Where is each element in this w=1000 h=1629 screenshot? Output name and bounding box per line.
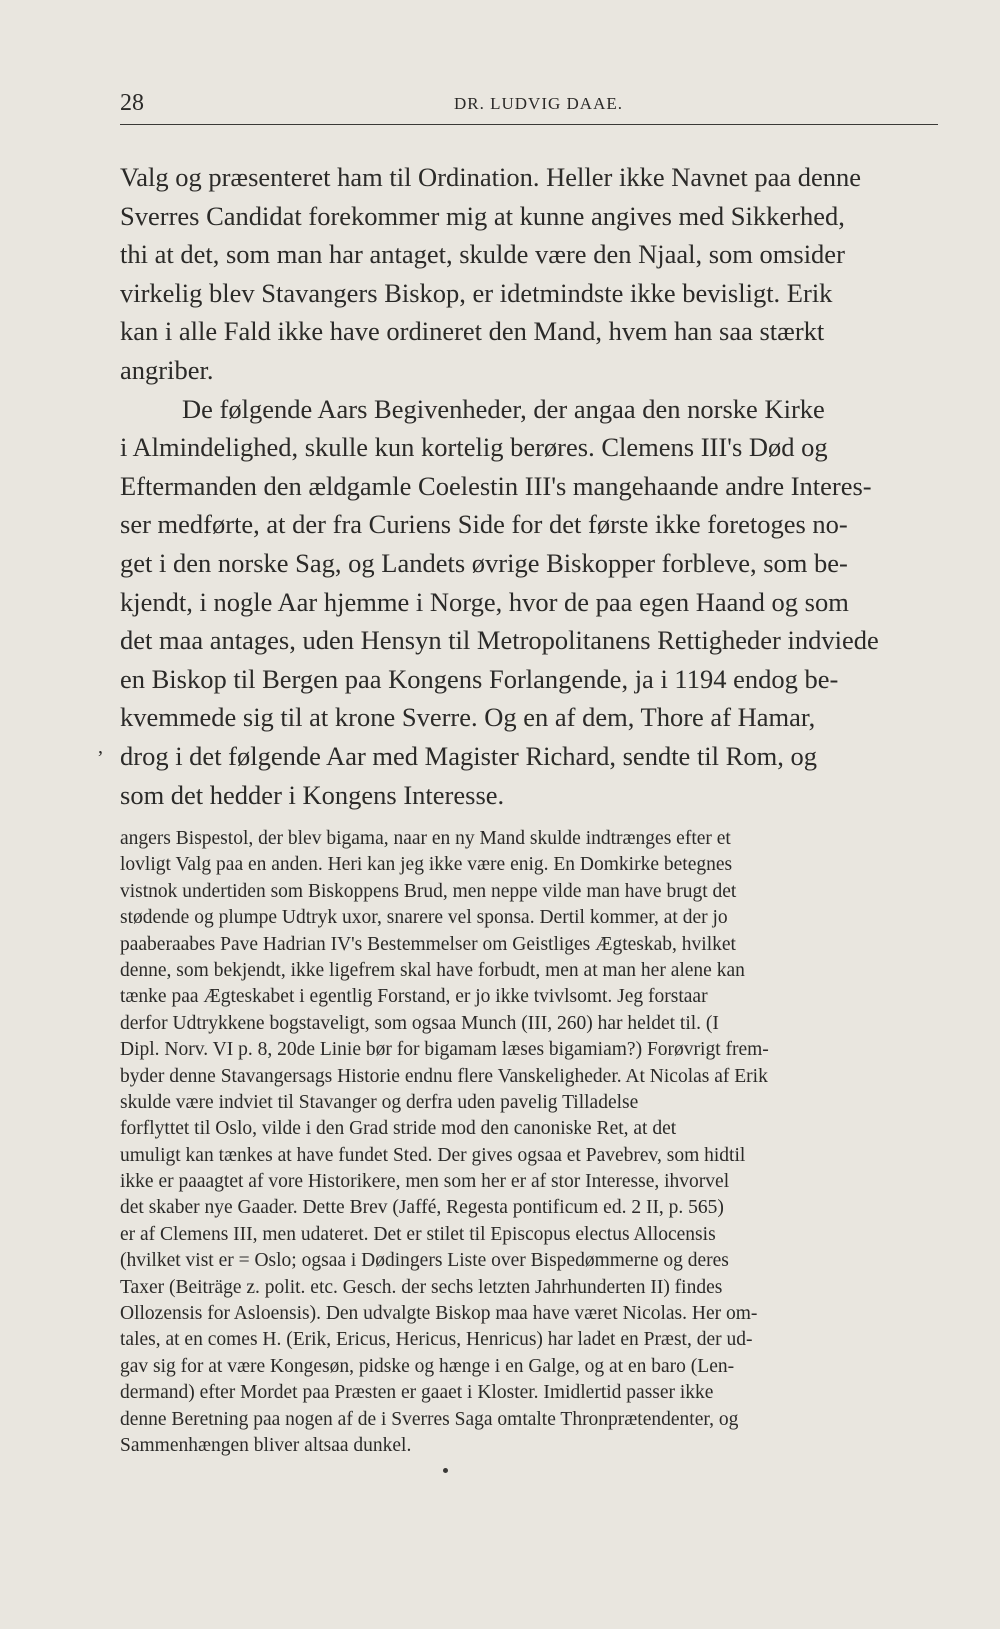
footnote-line: forflyttet til Oslo, vilde i den Grad stride mod den canoniske Ret, at det	[120, 1118, 677, 1140]
footnote-line: paaberaabes Pave Hadrian IV's Bestemmelser om Geistliges Ægteskab, hvilket	[120, 933, 736, 955]
footnote-line: ikke er paaagtet af vore Historikere, men som her er af stor Interesse, ihvorvel	[120, 1171, 730, 1193]
footnote-line: er af Clemens III, men udateret. Det er stilet til Episcopus electus Allocensis	[120, 1223, 716, 1245]
footnote-line: umuligt kan tænkes at have fundet Sted. Der gives ogsaa et Pavebrev, som hidtil	[120, 1144, 746, 1166]
footnote-line: dermand) efter Mordet paa Præsten er gaaet i Kloster. Imidlertid passer ikke	[120, 1382, 714, 1404]
footnote-line: det skaber nye Gaader. Dette Brev (Jaffé, Regesta pontificum ed. 2 II, p. 565)	[120, 1197, 724, 1219]
main-text-line: drog i det følgende Aar med Magister Richard, sendte til Rom, og	[120, 740, 817, 771]
main-text-line: thi at det, som man har antaget, skulde være den Njaal, som omsider	[120, 239, 845, 270]
footnote-line: Dipl. Norv. VI p. 8, 20de Linie bør for bigamam læses bigamiam?) Forøvrigt frem-	[120, 1039, 769, 1061]
footnote-line: tales, at en comes H. (Erik, Ericus, Hericus, Henricus) har ladet en Præst, der ud-	[120, 1329, 753, 1351]
main-text-line: kan i alle Fald ikke have ordineret den Mand, hvem han saa stærkt	[120, 316, 825, 347]
footnote-line: byder denne Stavangersags Historie endnu flere Vanskeligheder. At Nicolas af Erik	[120, 1065, 768, 1087]
margin-mark: ,	[98, 736, 103, 758]
footnote-line: angers Bispestol, der blev bigama, naar en ny Mand skulde indtrænges efter et	[120, 828, 731, 849]
main-text-line: Sverres Candidat forekommer mig at kunne angives med Sikkerhed,	[120, 200, 845, 231]
footnotes	[120, 826, 942, 1459]
main-text-line: De følgende Aars Begivenheder, der angaa den norske Kirke	[182, 393, 825, 424]
ink-dot	[443, 1468, 448, 1473]
main-text-line: ser medførte, at der fra Curiens Side for det første ikke foretoges no-	[120, 509, 848, 540]
footnote-line: Ollozensis for Asloensis). Den udvalgte Biskop maa have været Nicolas. Her om-	[120, 1303, 758, 1325]
footnote-line: gav sig for at være Kongesøn, pidske og hænge i en Galge, og at en baro (Len-	[120, 1355, 735, 1377]
main-text-line: kjendt, i nogle Aar hjemme i Norge, hvor de paa egen Haand og som	[120, 586, 849, 617]
main-text-line: i Almindelighed, skulle kun kortelig berøres. Clemens III's Død og	[120, 432, 828, 463]
main-text-line: som det hedder i Kongens Interesse.	[120, 779, 505, 810]
main-text-line: en Biskop til Bergen paa Kongens Forlangende, ja i 1194 endog be-	[120, 663, 839, 694]
main-text-line: angriber.	[120, 354, 214, 385]
main-text-line: Eftermanden den ældgamle Coelestin III's mangehaande andre Interes-	[120, 470, 872, 501]
main-text-line: det maa antages, uden Hensyn til Metropolitanens Rettigheder indviede	[120, 625, 879, 656]
main-text-line: Valg og præsenteret ham til Ordination. Heller ikke Navnet paa denne	[120, 162, 862, 192]
main-text-line: kvemmede sig til at krone Sverre. Og en af dem, Thore af Hamar,	[120, 702, 816, 733]
main-text	[120, 158, 942, 814]
footnote-line: Sammenhængen bliver altsaa dunkel.	[120, 1434, 412, 1456]
footnote-line: denne Beretning paa nogen af de i Sverres Saga omtalte Thronprætendenter, og	[120, 1408, 739, 1430]
footnote-line: lovligt Valg paa en anden. Heri kan jeg ikke være enig. En Domkirke betegnes	[120, 854, 733, 876]
main-text-line: virkelig blev Stavangers Biskop, er idetmindste ikke bevisligt. Erik	[120, 277, 833, 308]
footnote-line: stødende og plumpe Udtryk uxor, snarere vel sponsa. Dertil kommer, at der jo	[120, 907, 728, 929]
footnote-line: skulde være indviet til Stavanger og derfra uden pavelig Tilladelse	[120, 1091, 639, 1113]
main-text-line: get i den norske Sag, og Landets øvrige Biskopper forbleve, som be-	[120, 547, 848, 578]
footnote-line: tænke paa Ægteskabet i egentlig Forstand, er jo ikke tvivlsomt. Jeg forstaar	[120, 986, 708, 1008]
footnote-line: (hvilket vist er = Oslo; ogsaa i Dødingers Liste over Bispedømmerne og deres	[120, 1250, 729, 1272]
footnote-line: Taxer (Beiträge z. polit. etc. Gesch. der sechs letzten Jahrhunderten II) findes	[120, 1276, 723, 1298]
page-number: 28	[120, 90, 144, 116]
footnote-line: derfor Udtrykkene bogstaveligt, som ogsaa Munch (III, 260) har heldet til. (I	[120, 1012, 719, 1034]
footnote-line: vistnok undertiden som Biskoppens Brud, men neppe vilde man have brugt det	[120, 880, 737, 902]
footnote-line: denne, som bekjendt, ikke ligefrem skal have forbudt, men at man her alene kan	[120, 959, 745, 981]
running-head: DR. LUDVIG DAAE.	[454, 94, 623, 113]
page-header	[120, 88, 938, 125]
